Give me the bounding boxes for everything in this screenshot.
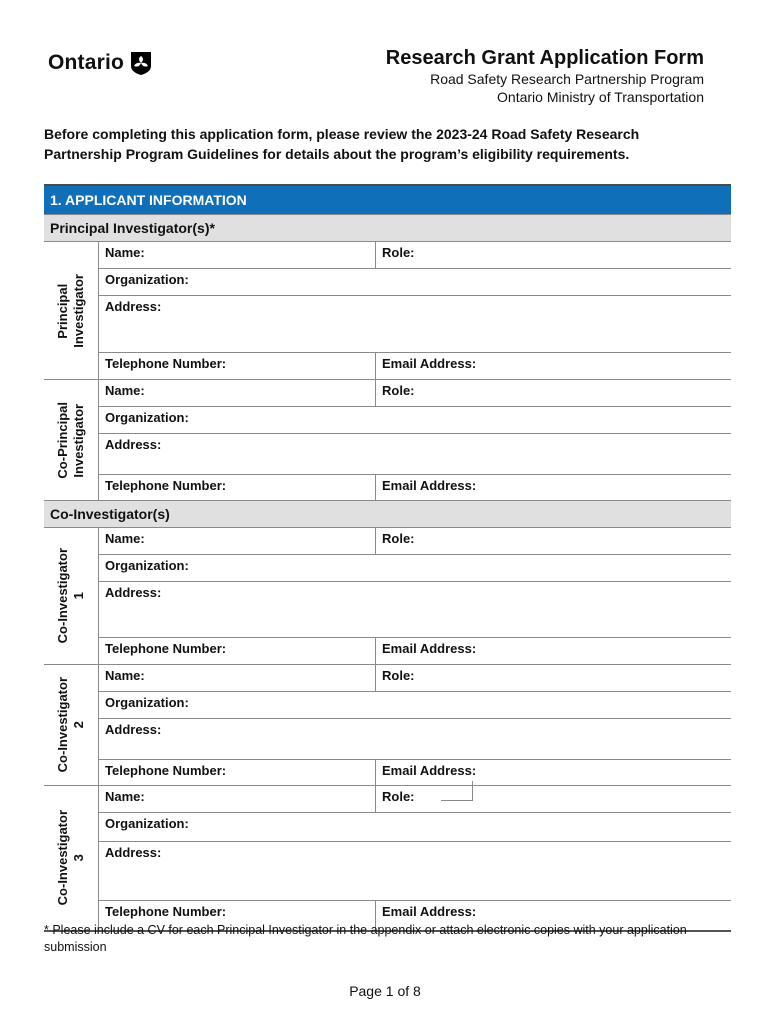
email-field[interactable]	[376, 353, 731, 379]
name-label: Name:	[105, 383, 145, 398]
field-artifact	[441, 781, 473, 801]
address-label: Address:	[105, 722, 162, 737]
block-side-label	[44, 528, 99, 664]
email-field[interactable]	[376, 475, 731, 500]
name-field[interactable]	[99, 242, 376, 268]
name-label: Name:	[105, 531, 145, 546]
organization-label: Organization:	[105, 695, 189, 710]
address-label: Address:	[105, 437, 162, 452]
role-label: Role:	[382, 789, 415, 804]
organization-label: Organization:	[105, 410, 189, 425]
address-field[interactable]	[99, 434, 731, 474]
name-field[interactable]	[99, 665, 376, 691]
cv-footnote: * Please include a CV for each Principal Investigator in the appendix or attach electronic copies with your application submission	[44, 923, 687, 954]
email-field[interactable]	[376, 638, 731, 664]
block-side-label	[44, 380, 99, 500]
organization-field[interactable]	[99, 692, 731, 718]
organization-label: Organization:	[105, 558, 189, 573]
address-label: Address:	[105, 585, 162, 600]
co-investigator-1-block	[44, 528, 731, 665]
organization-field[interactable]	[99, 269, 731, 295]
intro-instructions: Before completing this application form, please review the 2023-24 Road Safety Research Partnership Program Guidelines for details about the program’s eligibility requirements.	[44, 126, 640, 162]
address-field[interactable]	[99, 719, 731, 759]
telephone-field[interactable]	[99, 638, 376, 664]
email-label: Email Address:	[382, 763, 477, 778]
side-label-text: Principal Investigator	[55, 273, 86, 348]
form-header	[386, 46, 704, 106]
co-investigator-2-block	[44, 665, 731, 786]
name-label: Name:	[105, 245, 145, 260]
page-number: Page 1 of 8	[349, 983, 421, 999]
address-field[interactable]	[99, 296, 731, 352]
role-field[interactable]	[376, 665, 731, 691]
program-name: Road Safety Research Partnership Program	[430, 71, 704, 87]
telephone-field[interactable]	[99, 353, 376, 379]
telephone-field[interactable]	[99, 475, 376, 500]
role-field[interactable]	[376, 528, 731, 554]
side-label-text: Co-Investigator 3	[55, 810, 86, 906]
block-side-label	[44, 786, 99, 930]
organization-field[interactable]	[99, 813, 731, 841]
email-label: Email Address:	[382, 356, 477, 371]
block-side-label	[44, 665, 99, 785]
name-field[interactable]	[99, 380, 376, 406]
side-label-text: Co-Principal Investigator	[55, 401, 86, 479]
telephone-label: Telephone Number:	[105, 356, 227, 371]
role-label: Role:	[382, 383, 415, 398]
address-label: Address:	[105, 845, 162, 860]
address-field[interactable]	[99, 582, 731, 637]
trillium-icon	[128, 50, 154, 76]
telephone-label: Telephone Number:	[105, 904, 227, 919]
organization-label: Organization:	[105, 816, 189, 831]
applicant-information-form	[44, 184, 731, 932]
name-field[interactable]	[99, 528, 376, 554]
email-label: Email Address:	[382, 478, 477, 493]
role-field[interactable]	[376, 380, 731, 406]
role-field[interactable]	[376, 242, 731, 268]
telephone-field[interactable]	[99, 760, 376, 785]
name-field[interactable]	[99, 786, 376, 812]
principal-investigator-block	[44, 242, 731, 380]
side-label-text: Co-Investigator 2	[55, 677, 86, 773]
role-label: Role:	[382, 668, 415, 683]
organization-field[interactable]	[99, 407, 731, 433]
role-label: Role:	[382, 245, 415, 260]
ontario-logo	[48, 50, 154, 76]
organization-field[interactable]	[99, 555, 731, 581]
form-title: Research Grant Application Form	[385, 47, 704, 69]
block-side-label	[44, 242, 99, 379]
role-field[interactable]	[376, 786, 731, 812]
email-label: Email Address:	[382, 904, 477, 919]
email-field[interactable]	[376, 760, 731, 785]
ministry-name: Ontario Ministry of Transportation	[497, 89, 704, 105]
name-label: Name:	[105, 668, 145, 683]
telephone-label: Telephone Number:	[105, 763, 227, 778]
organization-label: Organization:	[105, 272, 189, 287]
email-label: Email Address:	[382, 641, 477, 656]
co-investigators-heading: Co-Investigator(s)	[44, 500, 731, 528]
side-label-text: Co-Investigator 1	[55, 548, 86, 644]
logo-text: Ontario	[48, 51, 125, 74]
principal-investigators-heading: Principal Investigator(s)*	[44, 214, 731, 242]
section-heading: 1. APPLICANT INFORMATION	[44, 184, 731, 214]
address-field[interactable]	[99, 842, 731, 900]
telephone-label: Telephone Number:	[105, 641, 227, 656]
address-label: Address:	[105, 299, 162, 314]
telephone-label: Telephone Number:	[105, 478, 227, 493]
co-principal-investigator-block	[44, 380, 731, 500]
co-investigator-3-block	[44, 786, 731, 930]
name-label: Name:	[105, 789, 145, 804]
role-label: Role:	[382, 531, 415, 546]
